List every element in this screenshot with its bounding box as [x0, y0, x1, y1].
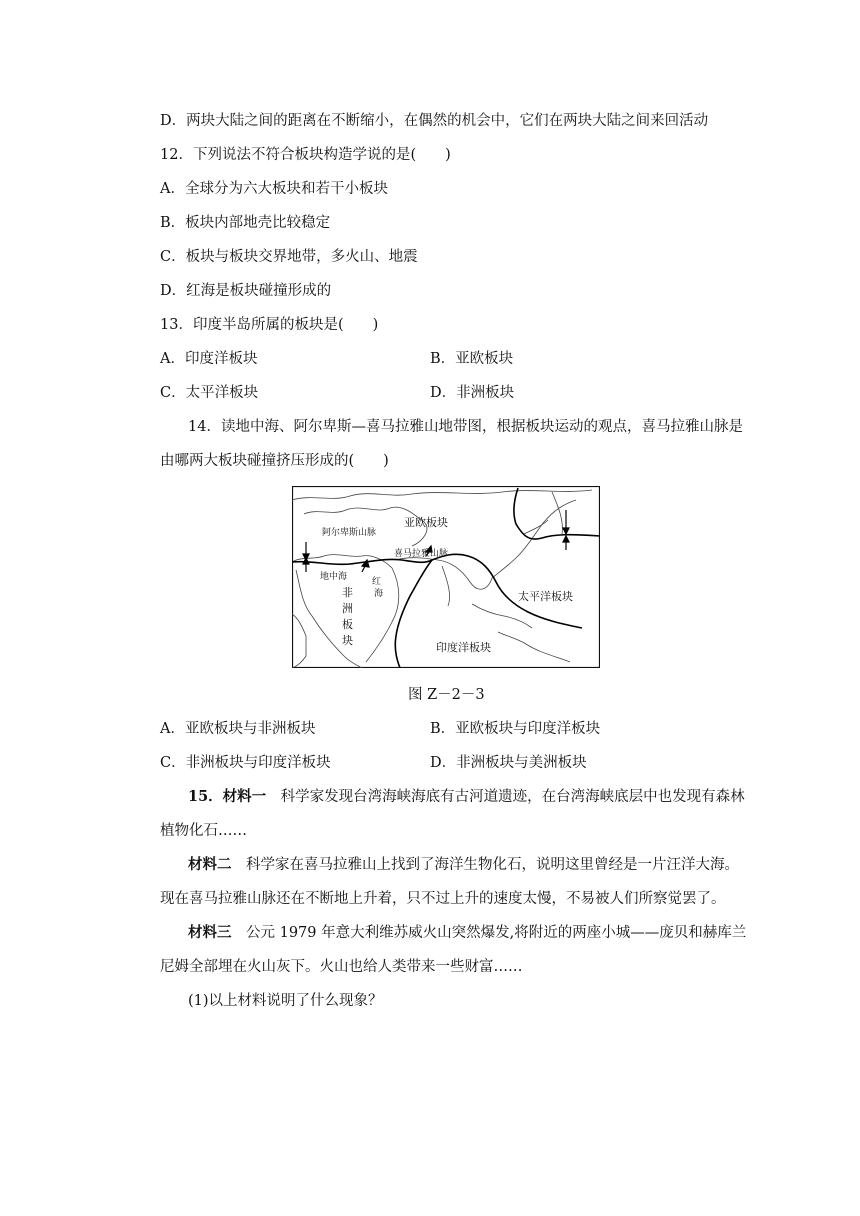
q12-option-c: C．板块与板块交界地带，多火山、地震 [160, 249, 418, 265]
map-label-red-sea-2: 海 [374, 589, 384, 599]
q14-option-d: D．非洲板块与美洲板块 [430, 755, 587, 771]
map-label-eurasian: 亚欧板块 [404, 516, 448, 529]
q13-option-b: B．亚欧板块 [430, 351, 514, 367]
map-label-himalaya: 喜马拉雅山脉 [394, 549, 449, 559]
q14-stem-line1: 14．读地中海、阿尔卑斯—喜马拉雅山地带图，根据板块运动的观点，喜马拉雅山脉是 [188, 419, 743, 435]
q15-subquestion-1: (1)以上材料说明了什么现象？ [188, 993, 383, 1009]
q14-option-c: C．非洲板块与印度洋板块 [160, 755, 331, 771]
q13-option-a: A．印度洋板块 [160, 351, 258, 367]
map-label-african-3: 板 [342, 618, 353, 631]
map-label-pacific: 太平洋板块 [518, 590, 573, 603]
q15-material3-text: 公元 1979 年意大利维苏威火山突然爆发,将附近的两座小城——庞贝和赫库兰 [231, 925, 747, 941]
q14-option-b: B．亚欧板块与印度洋板块 [430, 721, 601, 737]
q15-material3-label: 材料三 [188, 924, 232, 941]
map-label-red-sea-1: 红 [372, 577, 382, 587]
map-label-african-1: 非 [342, 586, 353, 599]
q14-figure-caption: 图 Z－2－3 [408, 687, 485, 703]
q13-option-d: D．非洲板块 [430, 385, 515, 401]
q13-stem: 13．印度半岛所属的板块是( ) [160, 317, 379, 333]
q15-material1-text: 科学家发现台湾海峡海底有古河道遗迹，在台湾海峡底层中也发现有森林 [266, 789, 745, 805]
map-label-african-2: 洲 [342, 602, 353, 615]
q15-material3-line2: 尼姆全部埋在火山灰下。火山也给人类带来一些财富…… [160, 959, 523, 975]
plate-map-figure [292, 486, 600, 668]
q11-option-d: D．两块大陆之间的距离在不断缩小，在偶然的机会中，它们在两块大陆之间来回活动 [160, 113, 709, 129]
q15-material2-text: 科学家在喜马拉雅山上找到了海洋生物化石，说明这里曾经是一片汪洋大海。 [231, 857, 739, 873]
q15-material3-line1 [188, 923, 746, 943]
q12-option-a: A．全球分为六大板块和若干小板块 [160, 181, 388, 197]
q15-material2-label: 材料二 [188, 856, 232, 873]
q12-option-b: B．板块内部地壳比较稳定 [160, 215, 331, 231]
q14-option-a: A．亚欧板块与非洲板块 [160, 721, 316, 737]
q12-option-d: D．红海是板块碰撞形成的 [160, 283, 332, 299]
map-label-african-4: 块 [342, 634, 353, 647]
q15-material2-line2: 现在喜马拉雅山脉还在不断地上升着，只不过上升的速度太慢，不易被人们所察觉罢了。 [160, 891, 726, 907]
q13-option-c: C．太平洋板块 [160, 385, 259, 401]
q15-material1-line1 [188, 787, 745, 807]
map-label-indian: 印度洋板块 [436, 641, 491, 654]
q15-material1-line2: 植物化石…… [160, 823, 247, 839]
map-label-mediterranean: 地中海 [320, 572, 348, 582]
q14-stem-line2: 由哪两大板块碰撞挤压形成的( ) [160, 453, 389, 469]
q15-material2-line1 [188, 855, 739, 875]
q15-material1-label: 15．材料一 [188, 788, 267, 805]
map-label-alps: 阿尔卑斯山脉 [322, 528, 377, 538]
q12-stem: 12．下列说法不符合板块构造学说的是( ) [160, 147, 451, 163]
